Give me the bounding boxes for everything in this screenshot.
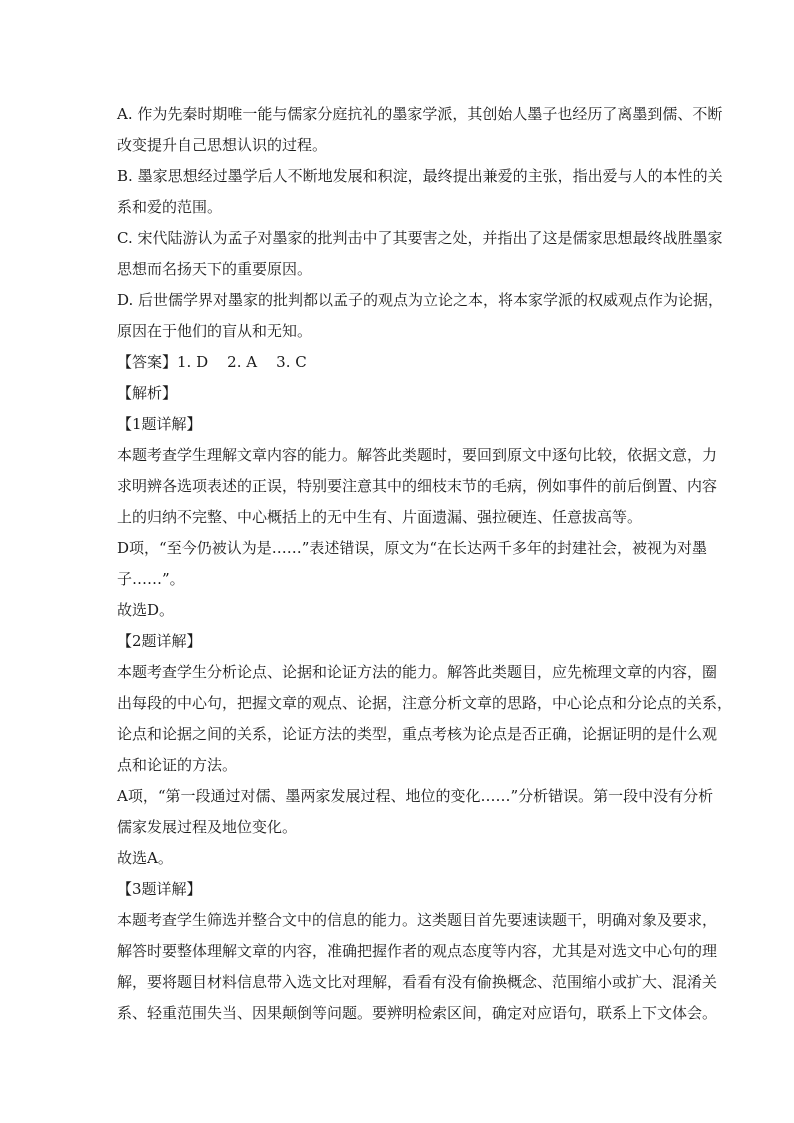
q2-body-line: 出每段的中心句，把握文章的观点、论据，注意分析文章的思路，中心论点和分论点的关系， <box>117 694 733 712</box>
q3-heading: 【3题详解】 <box>117 880 202 898</box>
option-d-label: D. <box>117 291 134 309</box>
q3-body-line: 解答时要整体理解文章的内容，准确把握作者的观点态度等内容，尤其是对选文中心句的理 <box>117 942 718 960</box>
answer-line: 【答案】1. D 2. A 3. C <box>117 353 307 371</box>
q1-detail-line: D项，“至今仍被认为是……”表述错误，原文为“在长达两千多年的封建社会，被视为对墨 <box>117 539 708 557</box>
option-b-line-1 <box>117 165 723 186</box>
q1-heading: 【1题详解】 <box>117 415 202 433</box>
option-c-line-1 <box>117 227 723 248</box>
option-b-label: B. <box>117 167 133 185</box>
q1-choice: 故选D。 <box>117 601 175 619</box>
q2-body-line: 点和论证的方法。 <box>117 756 238 774</box>
q2-choice: 故选A。 <box>117 849 173 867</box>
option-b-line-2: 系和爱的范围。 <box>117 198 223 216</box>
q1-body-line: 本题考查学生理解文章内容的能力。解答此类题时，要回到原文中逐句比较，依据文意，力 <box>117 446 718 464</box>
q2-detail-line: 儒家发展过程及地位变化。 <box>117 818 298 836</box>
option-c-text: 宋代陆游认为孟子对墨家的批判击中了其要害之处，并指出了这是儒家思想最终战胜墨家 <box>137 229 723 247</box>
q1-detail-line: 子……”。 <box>117 570 185 588</box>
analysis-heading: 【解析】 <box>117 384 178 402</box>
q3-body-line: 本题考查学生筛选并整合文中的信息的能力。这类题目首先要速读题干，明确对象及要求， <box>117 911 718 929</box>
option-a-line-1 <box>117 103 722 124</box>
option-c-line-2: 思想而名扬天下的重要原因。 <box>117 260 313 278</box>
option-d-text: 后世儒学界对墨家的批判都以孟子的观点为立论之本，将本家学派的权威观点作为论据， <box>138 291 724 309</box>
option-c-label: C. <box>117 229 133 247</box>
q2-body-line: 本题考查学生分析论点、论据和论证方法的能力。解答此类题目，应先梳理文章的内容，圈 <box>117 663 718 681</box>
option-b-text: 墨家思想经过墨学后人不断地发展和积淀，最终提出兼爱的主张，指出爱与人的本性的关 <box>137 167 723 185</box>
q1-body-line: 上的归纳不完整、中心概括上的无中生有、片面遗漏、强拉硬连、任意拔高等。 <box>117 508 643 526</box>
option-a-label: A. <box>117 105 133 123</box>
q2-heading: 【2题详解】 <box>117 632 202 650</box>
q2-body-line: 论点和论据之间的关系，论证方法的类型，重点考核为论点是否正确，论据证明的是什么观 <box>117 725 718 743</box>
option-a-line-2: 改变提升自己思想认识的过程。 <box>117 136 328 154</box>
q1-body-line: 求明辨各选项表述的正误，特别要注意其中的细枝末节的毛病，例如事件的前后倒置、内容 <box>117 477 718 495</box>
q3-body-line: 解，要将题目材料信息带入选文比对理解，看看有没有偷换概念、范围缩小或扩大、混淆关 <box>117 973 718 991</box>
q2-detail-line: A项，“第一段通过对儒、墨两家发展过程、地位的变化……”分析错误。第一段中没有分析 <box>117 787 714 805</box>
q3-body-line: 系、轻重范围失当、因果颠倒等问题。要辨明检索区间，确定对应语句，联系上下文体会。 <box>117 1004 718 1022</box>
option-d-line-1 <box>117 289 723 310</box>
option-d-line-2: 原因在于他们的盲从和无知。 <box>117 322 313 340</box>
option-a-text: 作为先秦时期唯一能与儒家分庭抗礼的墨家学派，其创始人墨子也经历了离墨到儒、不断 <box>137 105 723 123</box>
